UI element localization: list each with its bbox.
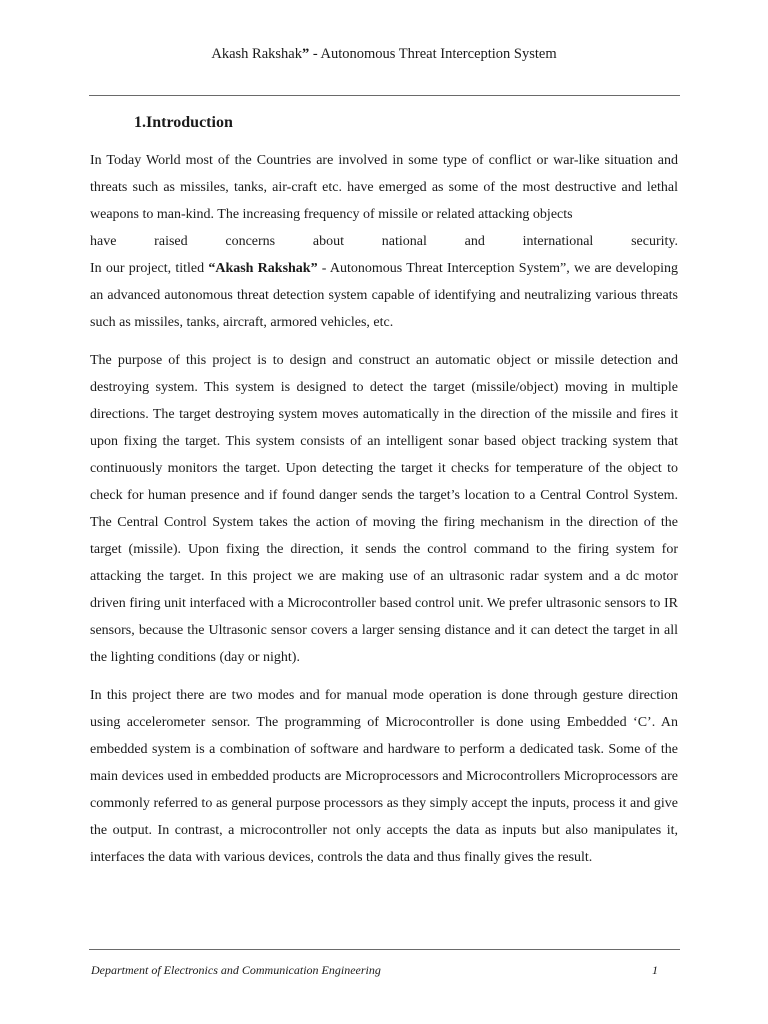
paragraph-intro-part-a: In Today World most of the Countries are involved in some type of conflict or war-like situation and threats such as missiles, tanks, air-craft etc. have emerged as some of the most destructive and lethal weapons to man-kind. The increasing frequency of missile or related attacking objects (90, 153, 678, 222)
header-divider (89, 95, 680, 96)
paragraph-purpose: The purpose of this project is to design and construct an automatic object or missile detection and destroying system. This system is designed to detect the target (missile/object) moving in multiple directions. The target destroying system moves automatically in the direction of the missile and fires it upon fixing the target. This system consists of an intelligent sonar based object tracking system that continuously monitors the target. Upon detecting the target it checks for temperature of the object to check for human presence and if found danger sends the target’s location to a Central Control System. The Central Control System takes the action of moving the firing mechanism in the direction of the target (missile). Upon fixing the direction, it sends the control command to the firing system for attacking the target. In this project we are making use of an ultrasonic radar system and a dc motor driven firing unit interfaced with a Microcontroller based control unit. We prefer ultrasonic sensors to IR sensors, because the Ultrasonic sensor covers a larger sensing distance and it can detect the target in all the lighting conditions (day or night). (90, 353, 678, 665)
paragraph-intro-justified-line: have raised concerns about national and international security. (90, 234, 678, 249)
paragraph-intro-project-title: “Akash Rakshak” (208, 261, 318, 276)
footer-page-number: 1 (652, 963, 658, 977)
footer-department: Department of Electronics and Communication Engineering (91, 963, 381, 977)
paragraph-intro-project-post: - Autonomous Threat Interception System”, we are developing an advanced autonomous threat detection system capable of identifying and neutralizing various threats such as missiles, tanks, aircraft, armored vehicles, etc. (90, 261, 678, 330)
document-body (90, 147, 678, 871)
paragraph-intro-project-pre: In our project, titled (90, 261, 209, 276)
footer-divider (89, 949, 680, 950)
paragraph-modes: In this project there are two modes and for manual mode operation is done through gesture direction using accelerometer sensor. The programming of Microcontroller is done using Embedded ‘C’. An embedded system is a combination of software and hardware to perform a dedicated task. Some of the main devices used in embedded products are Microprocessors and Microcontrollers Microprocessors are commonly referred to as general purpose processors as they simply accept the inputs, process it and give the output. In contrast, a microcontroller not only accepts the data as inputs but also manipulates it, interfaces the data with various devices, controls the data and thus finally gives the result. (90, 688, 678, 865)
header-title-quote: ” (301, 46, 310, 62)
paragraph-intro (90, 147, 678, 336)
header-title-name: Akash Rakshak (211, 46, 302, 62)
header-title-rest: - Autonomous Threat Interception System (309, 46, 557, 62)
section-heading: 1.Introduction (134, 114, 233, 131)
running-header (0, 46, 768, 63)
